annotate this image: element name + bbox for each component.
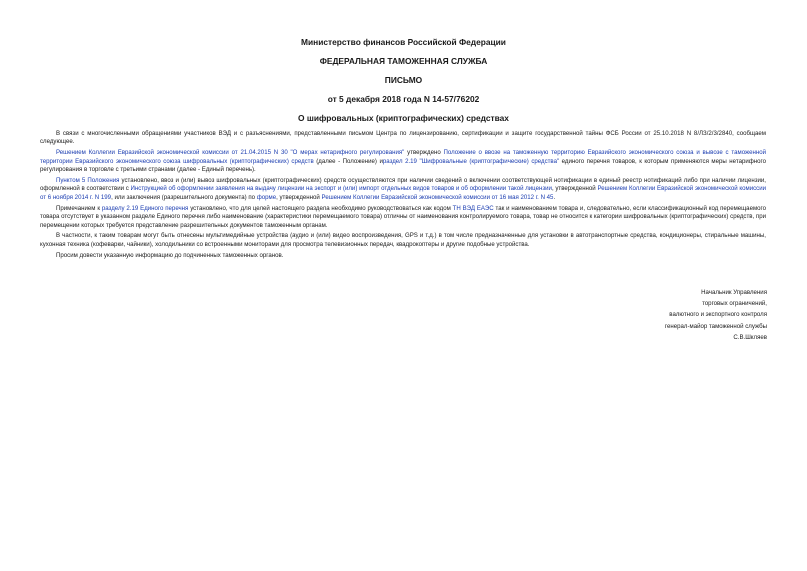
paragraph-text: установлено, что для целей настоящего раздела необходимо руководствоваться как кодом: [188, 204, 453, 212]
link-decision-45[interactable]: Решением Коллегии Евразийской экономической комиссии от 16 мая 2012 г. N 45: [321, 193, 554, 201]
link-form[interactable]: форме: [256, 193, 277, 201]
link-tn-ved[interactable]: ТН ВЭД ЕАЭС: [452, 204, 494, 212]
paragraph-text: установлено, ввоз и (или) вывоз шифровальных (криптографических) средств осуществляются при наличии сведений о включении соответствующей нотификации в единый реестр нотификаций либо при наличии лицензии, оформленной в соответствии с: [40, 177, 767, 193]
paragraph-note: [40, 205, 766, 230]
paragraph-text: , или заключения (разрешительного документа) по: [111, 193, 257, 201]
link-instruction[interactable]: Инструкцией об оформлении заявления на выдачу лицензии на экспорт и (или) импорт отдельных видов товаров и об оформлении такой лицензии: [130, 185, 552, 193]
paragraph-intro: В связи с многочисленными обращениями участников ВЭД и с разъяснениями, представленными письмом Центра по лицензированию, сертификации и защите государственной тайны ФСБ России от 25.10.2018 N 8/ЛЗ/2/3/2840, сообщаем следующее.: [40, 130, 766, 146]
signature-line: Начальник Управления: [701, 289, 767, 296]
paragraph-text: , утвержденной: [551, 185, 598, 193]
signature-line: валютного и экспортного контроля: [669, 311, 767, 319]
link-decision-30[interactable]: Решением Коллегии Евразийской экономической комиссии от 21.04.2015 N 30 "О мерах нетарифного регулирования": [56, 149, 405, 157]
paragraph-text: , утвержденной: [276, 193, 322, 201]
paragraph-text: (далее - Положение) и: [313, 157, 383, 165]
signature-line: торговых ограничений,: [702, 300, 767, 308]
signature-line: генерал-майор таможенной службы: [664, 322, 767, 330]
letter-body: [40, 130, 766, 263]
link-section-2-19-list[interactable]: разделу 2.19 Единого перечня: [101, 204, 189, 212]
paragraph-request: Просим довести указанную информацию до подчиненных таможенных органов.: [56, 251, 284, 259]
signer-name: С.В.Шкляев: [733, 333, 767, 341]
paragraph-text: единого перечня товаров, к которым применяются меры нетарифного регулирования в торговле с третьими странами (далее - Единый перечень).: [40, 157, 767, 174]
paragraph-point-5: [40, 177, 766, 202]
signature-block: [665, 287, 767, 343]
paragraph-decision: [40, 149, 766, 174]
link-regulation[interactable]: Положение о ввозе на таможенную территорию Евразийского экономического союза и вывозе с таможенной территории Евразийского экономического союза шифровальных (криптографических) средств: [40, 149, 766, 165]
doc-date-heading: от 5 декабря 2018 года N 14-57/76202: [327, 94, 480, 104]
paragraph-text: утверждено: [404, 149, 444, 157]
ministry-heading: Министерство финансов Российской Федерации: [301, 37, 506, 47]
service-heading: ФЕДЕРАЛЬНАЯ ТАМОЖЕННАЯ СЛУЖБА: [319, 56, 488, 66]
link-section-2-19[interactable]: раздел 2.19 "Шифровальные (криптографические) средства": [382, 157, 560, 165]
doc-subject-heading: О шифровальных (криптографических) средствах: [298, 113, 509, 123]
link-decision-199[interactable]: Решением Коллегии Евразийской экономической комиссии от 6 ноября 2014 г. N 199: [40, 185, 766, 201]
paragraph-text: так и наименованием товара и, следовательно, если классификационный код перемещаемого товара отсутствует в указанном разделе Единого перечня либо наименование (характеристики перемещаемого товара) отличны от наименования контролируемого товара, товар не относится к категории шифровальных (криптографических) средств, при перемещении которых требуется представление разрешительных документов таможенным органам.: [40, 204, 767, 229]
link-point-5[interactable]: Пунктом 5 Положения: [56, 177, 120, 185]
paragraph-text: Примечанием к: [56, 204, 102, 212]
paragraph-text: .: [553, 193, 556, 201]
doc-type-heading: ПИСЬМО: [384, 75, 423, 85]
paragraph-examples: В частности, к таким товарам могут быть отнесены мультимедийные устройства (аудио и (или) видео воспроизведения, GPS и т.д.) в том числе предназначенные для установки в автотранспортные средства, кондиционеры, стиральные машины, кухонная техника (кофеварки, чайники), холодильники со встроенными мониторами для просмотра телевизионных передач, квадрокоптеры и другие подобные устройства.: [40, 232, 766, 248]
